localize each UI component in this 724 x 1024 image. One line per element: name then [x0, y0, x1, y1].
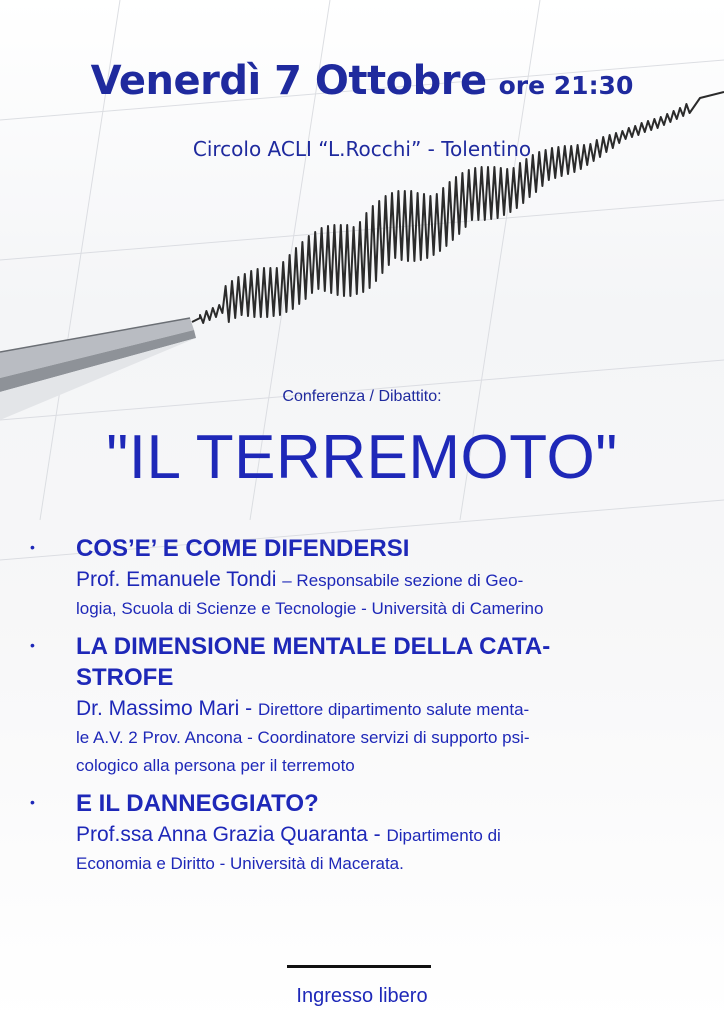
- event-venue: Circolo ACLI “L.Rocchi” - Tolentino: [192, 137, 532, 161]
- topic-speaker-line: [76, 566, 690, 595]
- divider: [287, 965, 431, 968]
- topic-speaker-line: [76, 695, 690, 724]
- event-time: ore 21:30: [498, 71, 634, 100]
- topic-list: [30, 533, 690, 886]
- speaker-role-cont: logia, Scuola di Scienze e Tecnologie - Università di Camerino: [76, 599, 544, 618]
- seismograph-trace: [192, 92, 724, 323]
- event-date: Venerdì 7 Ottobre: [90, 58, 487, 104]
- speaker-role: Direttore dipartimento salute menta-: [258, 700, 530, 719]
- bullet-icon: •: [30, 637, 35, 653]
- topic-title-cont: STROFE: [76, 664, 174, 691]
- topic-title: E IL DANNEGGIATO?: [76, 790, 319, 817]
- topic-item: [30, 533, 690, 623]
- topic-title: COS’E’ E COME DIFENDERSI: [76, 535, 410, 562]
- bullet-icon: •: [30, 539, 35, 555]
- event-date-line: [0, 58, 724, 104]
- speaker-role: Dipartimento di: [386, 826, 501, 845]
- speaker-role: – Responsabile sezione di Geo-: [282, 571, 524, 590]
- speaker-role-cont: le A.V. 2 Prov. Ancona - Coordinatore servizi di supporto psi-: [76, 728, 530, 747]
- event-title: "IL TERREMOTO": [106, 423, 618, 492]
- speaker-name: Prof. Emanuele Tondi: [76, 568, 277, 591]
- topic-item: [30, 788, 690, 878]
- speaker-name: Dr. Massimo Mari -: [76, 697, 253, 720]
- speaker-role-cont: cologico alla persona per il terremoto: [76, 756, 355, 775]
- speaker-role-cont: Economia e Diritto - Università di Macerata.: [76, 854, 404, 873]
- speaker-name: Prof.ssa Anna Grazia Quaranta -: [76, 823, 381, 846]
- bullet-icon: •: [30, 794, 35, 810]
- event-type: Conferenza / Dibattito:: [282, 388, 442, 405]
- topic-title: LA DIMENSIONE MENTALE DELLA CATA-: [76, 633, 551, 660]
- topic-speaker-line: [76, 821, 690, 850]
- topic-item: [30, 631, 690, 780]
- footer-admission: Ingresso libero: [296, 985, 428, 1007]
